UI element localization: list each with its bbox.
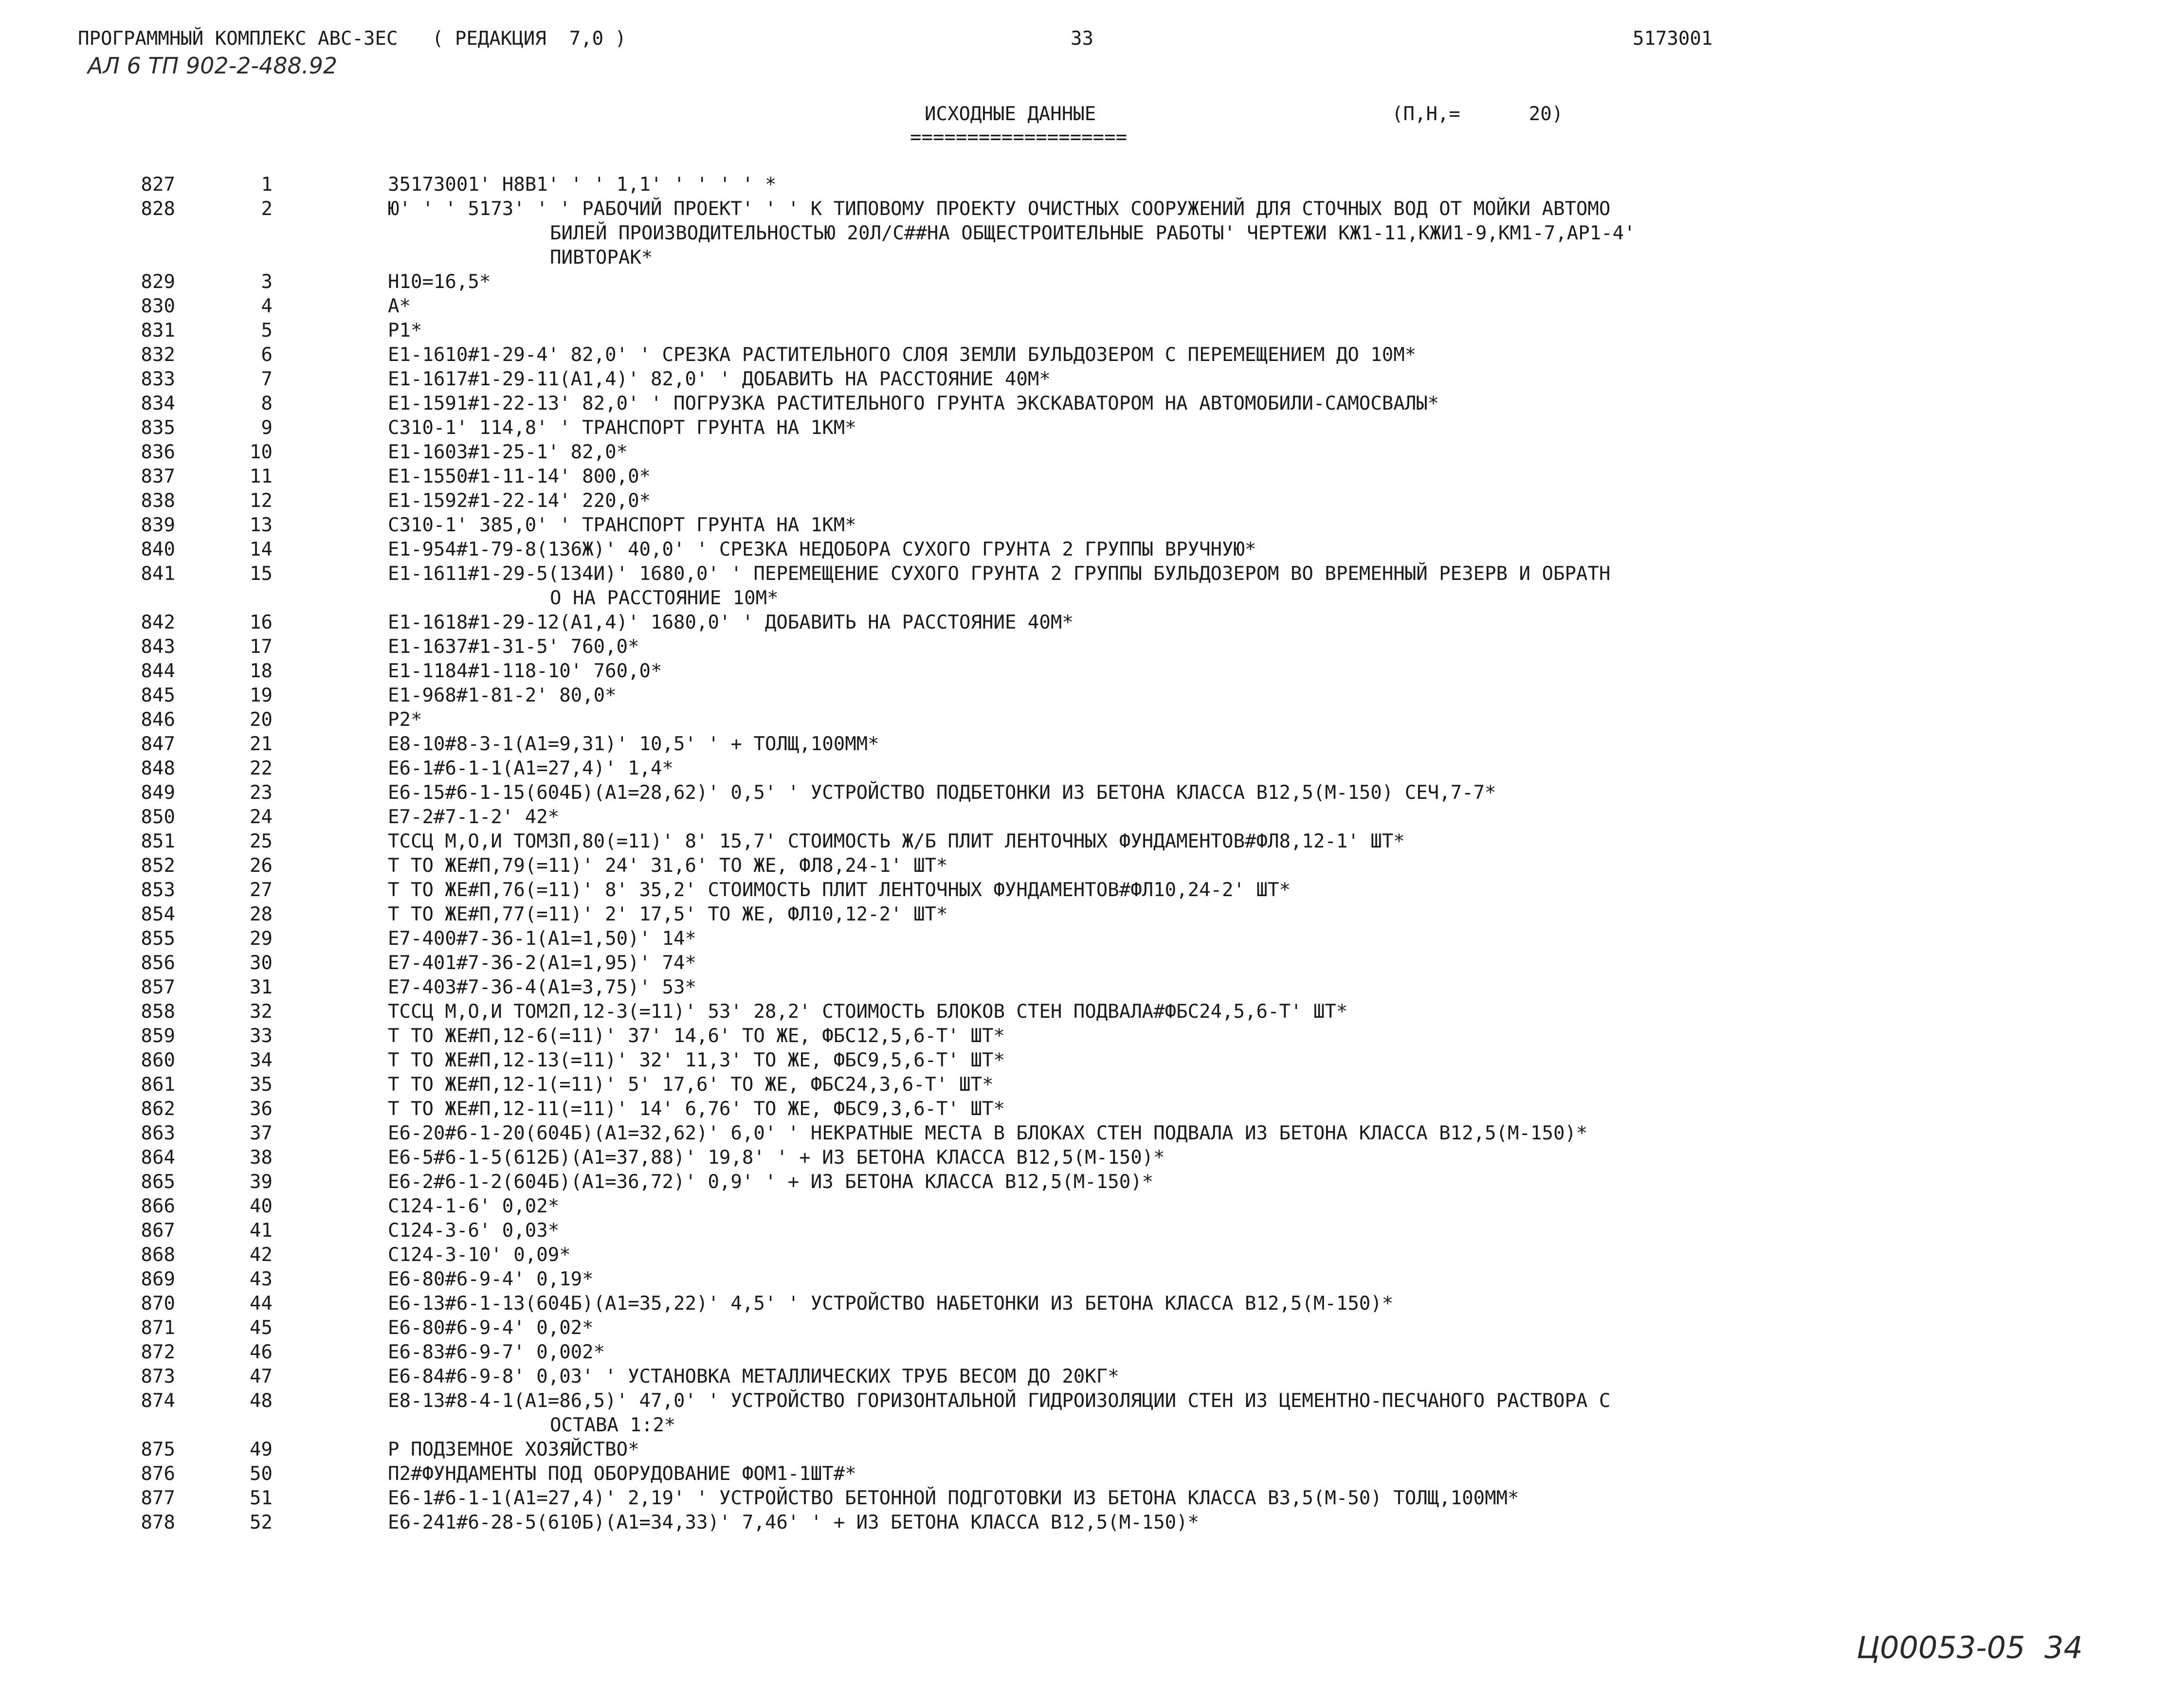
- row-text: Е1-1618#1-29-12(А1,4)' 1680,0' ' ДОБАВИТЬ НА РАССТОЯНИЕ 40М*: [388, 612, 1074, 633]
- row-text: Е6-241#6-28-5(610Б)(А1=34,33)' 7,46' ' + ИЗ БЕТОНА КЛАССА В12,5(М-150)*: [388, 1512, 1200, 1533]
- row-seq: 828: [141, 198, 175, 220]
- table-row: [0, 927, 2184, 951]
- row-num: 27: [250, 879, 273, 901]
- page-number: 33: [1071, 28, 1093, 50]
- row-text: Е6-1#6-1-1(А1=27,4)' 1,4*: [388, 757, 673, 779]
- table-row: [0, 1511, 2184, 1535]
- table-row: [0, 1316, 2184, 1340]
- table-row: [0, 1438, 2184, 1462]
- row-num: 30: [250, 952, 273, 974]
- row-num: 48: [250, 1390, 273, 1412]
- row-text: Т ТО ЖЕ#П,76(=11)' 8' 35,2' СТОИМОСТЬ ПЛИТ ЛЕНТОЧНЫХ ФУНДАМЕНТОВ#ФЛ10,24-2' ШТ*: [388, 879, 1291, 901]
- row-text: Т ТО ЖЕ#П,12-11(=11)' 14' 6,76' ТО ЖЕ, ФБС9,3,6-Т' ШТ*: [388, 1098, 1005, 1120]
- row-text: С310-1' 385,0' ' ТРАНСПОРТ ГРУНТА НА 1КМ*: [388, 514, 856, 536]
- row-seq: 831: [141, 320, 175, 342]
- row-seq: 854: [141, 903, 175, 925]
- row-text: Е1-1592#1-22-14' 220,0*: [388, 490, 651, 512]
- row-num: 39: [250, 1171, 273, 1193]
- row-num: 26: [250, 855, 273, 877]
- row-num: 5: [261, 320, 273, 342]
- row-num: 45: [250, 1317, 273, 1339]
- handwritten-reference: АЛ 6 ТП 902-2-488.92: [88, 53, 338, 79]
- row-seq: 847: [141, 733, 175, 755]
- row-seq: 844: [141, 660, 175, 682]
- row-text: Е6-84#6-9-8' 0,03' ' УСТАНОВКА МЕТАЛЛИЧЕСКИХ ТРУБ ВЕСОМ ДО 20КГ*: [388, 1366, 1119, 1388]
- row-text: ПИВТОРАК*: [550, 247, 653, 269]
- row-seq: 833: [141, 368, 175, 390]
- row-text: Е7-2#7-1-2' 42*: [388, 806, 560, 828]
- row-num: 1: [261, 174, 273, 196]
- row-text: С124-3-10' 0,09*: [388, 1244, 571, 1266]
- row-seq: 875: [141, 1439, 175, 1461]
- program-header: ПРОГРАММНЫЙ КОМПЛЕКС АВС-3ЕС ( РЕДАКЦИЯ 7,0 ): [78, 28, 627, 50]
- row-text: Ю' ' ' 5173' ' ' РАБОЧИЙ ПРОЕКТ' ' ' К ТИПОВОМУ ПРОЕКТУ ОЧИСТНЫХ СООРУЖЕНИЙ ДЛЯ СТОЧНЫХ ВОД ОТ МОЙКИ АВТОМО: [388, 198, 1611, 220]
- row-num: 29: [250, 928, 273, 950]
- table-row: [0, 1267, 2184, 1292]
- row-seq: 853: [141, 879, 175, 901]
- row-seq: 859: [141, 1025, 175, 1047]
- table-row: [0, 465, 2184, 489]
- row-text: Е1-1184#1-118-10' 760,0*: [388, 660, 662, 682]
- row-text: А*: [388, 295, 411, 317]
- row-seq: 869: [141, 1268, 175, 1290]
- section-title: ИСХОДНЫЕ ДАННЫЕ: [925, 103, 1096, 125]
- row-num: 13: [250, 514, 273, 536]
- row-text: Е7-403#7-36-4(А1=3,75)' 53*: [388, 976, 696, 998]
- table-row: [0, 902, 2184, 927]
- row-text: Е8-13#8-4-1(А1=86,5)' 47,0' ' УСТРОЙСТВО ГОРИЗОНТАЛЬНОЙ ГИДРОИЗОЛЯЦИИ СТЕН ИЗ ЦЕМЕНТНО-ПЕСЧАНОГО РАСТВОРА С: [388, 1390, 1611, 1412]
- row-seq: 858: [141, 1001, 175, 1023]
- document-code: 5173001: [1633, 28, 1713, 50]
- row-text: Н10=16,5*: [388, 271, 491, 293]
- row-seq: 850: [141, 806, 175, 828]
- table-row: [0, 367, 2184, 392]
- row-text: ТССЦ М,О,И ТОМ3П,80(=11)' 8' 15,7' СТОИМОСТЬ Ж/Б ПЛИТ ЛЕНТОЧНЫХ ФУНДАМЕНТОВ#ФЛ8,12-1' ШТ*: [388, 830, 1405, 852]
- table-row: [0, 757, 2184, 781]
- row-seq: 832: [141, 344, 175, 366]
- table-row: [0, 1194, 2184, 1219]
- table-row: [0, 489, 2184, 513]
- row-num: 2: [261, 198, 273, 220]
- row-num: 18: [250, 660, 273, 682]
- row-num: 12: [250, 490, 273, 512]
- table-row: [0, 1048, 2184, 1073]
- row-num: 31: [250, 976, 273, 998]
- table-row: [0, 562, 2184, 586]
- row-text: БИЛЕЙ ПРОИЗВОДИТЕЛЬНОСТЬЮ 20Л/С##НА ОБЩЕСТРОИТЕЛЬНЫЕ РАБОТЫ' ЧЕРТЕЖИ КЖ1-11,КЖИ1-9,КМ1-7,АР1-4': [550, 222, 1636, 244]
- row-text: 35173001' Н8В1' ' ' 1,1' ' ' ' ' *: [388, 174, 777, 196]
- table-row: [0, 197, 2184, 221]
- row-num: 8: [261, 393, 273, 415]
- row-text: Е1-1550#1-11-14' 800,0*: [388, 466, 651, 487]
- row-seq: 829: [141, 271, 175, 293]
- table-row: [0, 1462, 2184, 1486]
- row-num: 41: [250, 1220, 273, 1242]
- row-text: Е6-1#6-1-1(А1=27,4)' 2,19' ' УСТРОЙСТВО БЕТОННОЙ ПОДГОТОВКИ ИЗ БЕТОНА КЛАССА В3,5(М-50) ТОЛЩ,100ММ*: [388, 1487, 1519, 1509]
- table-row: [0, 1000, 2184, 1024]
- row-seq: 839: [141, 514, 175, 536]
- row-text: П2#ФУНДАМЕНТЫ ПОД ОБОРУДОВАНИЕ ФОМ1-1ШТ#*: [388, 1463, 856, 1485]
- row-num: 32: [250, 1001, 273, 1023]
- row-seq: 849: [141, 782, 175, 804]
- row-seq: 843: [141, 636, 175, 658]
- row-num: 50: [250, 1463, 273, 1485]
- row-seq: 868: [141, 1244, 175, 1266]
- table-row: [0, 708, 2184, 732]
- row-text: Е8-10#8-3-1(А1=9,31)' 10,5' ' + ТОЛЩ,100ММ*: [388, 733, 879, 755]
- row-seq: 837: [141, 466, 175, 487]
- row-text: Е1-1603#1-25-1' 82,0*: [388, 441, 628, 463]
- row-seq: 830: [141, 295, 175, 317]
- row-seq: 855: [141, 928, 175, 950]
- row-seq: 871: [141, 1317, 175, 1339]
- row-seq: 834: [141, 393, 175, 415]
- table-row: [0, 1146, 2184, 1170]
- row-num: 21: [250, 733, 273, 755]
- row-num: 19: [250, 685, 273, 706]
- row-num: 52: [250, 1512, 273, 1533]
- table-row: [0, 1365, 2184, 1389]
- row-text: Е1-1637#1-31-5' 760,0*: [388, 636, 639, 658]
- table-row-continuation: [0, 1413, 2184, 1438]
- row-text: Е1-1591#1-22-13' 82,0' ' ПОГРУЗКА РАСТИТЕЛЬНОГО ГРУНТА ЭКСКАВАТОРОМ НА АВТОМОБИЛИ-САМОСВАЛЫ*: [388, 393, 1439, 415]
- table-row: [0, 951, 2184, 975]
- row-text: Е6-80#6-9-4' 0,02*: [388, 1317, 594, 1339]
- row-seq: 865: [141, 1171, 175, 1193]
- row-num: 43: [250, 1268, 273, 1290]
- row-num: 3: [261, 271, 273, 293]
- row-num: 22: [250, 757, 273, 779]
- row-text: С124-3-6' 0,03*: [388, 1220, 560, 1242]
- row-num: 16: [250, 612, 273, 633]
- row-seq: 877: [141, 1487, 175, 1509]
- table-row: [0, 294, 2184, 319]
- row-num: 4: [261, 295, 273, 317]
- row-text: Е7-400#7-36-1(А1=1,50)' 14*: [388, 928, 696, 950]
- row-text: Т ТО ЖЕ#П,77(=11)' 2' 17,5' ТО ЖЕ, ФЛ10,12-2' ШТ*: [388, 903, 948, 925]
- row-num: 36: [250, 1098, 273, 1120]
- row-text: С310-1' 114,8' ' ТРАНСПОРТ ГРУНТА НА 1КМ*: [388, 417, 856, 439]
- row-seq: 851: [141, 830, 175, 852]
- row-seq: 874: [141, 1390, 175, 1412]
- row-num: 24: [250, 806, 273, 828]
- table-row: [0, 659, 2184, 684]
- row-text: Р1*: [388, 320, 422, 342]
- row-seq: 866: [141, 1195, 175, 1217]
- table-row: [0, 440, 2184, 465]
- table-row-continuation: [0, 221, 2184, 246]
- row-num: 44: [250, 1293, 273, 1315]
- row-num: 15: [250, 563, 273, 585]
- row-seq: 845: [141, 685, 175, 706]
- row-num: 7: [261, 368, 273, 390]
- row-seq: 841: [141, 563, 175, 585]
- row-seq: 873: [141, 1366, 175, 1388]
- table-row: [0, 513, 2184, 538]
- section-params: (П,Н,= 20): [1392, 103, 1564, 125]
- row-text: ОСТАВА 1:2*: [550, 1414, 676, 1436]
- row-text: Е6-15#6-1-15(604Б)(А1=28,62)' 0,5' ' УСТРОЙСТВО ПОДБЕТОНКИ ИЗ БЕТОНА КЛАССА В12,5(М-150) СЕЧ,7-7*: [388, 782, 1496, 804]
- row-seq: 846: [141, 709, 175, 731]
- table-row: [0, 1170, 2184, 1194]
- row-text: Е6-20#6-1-20(604Б)(А1=32,62)' 6,0' ' НЕКРАТНЫЕ МЕСТА В БЛОКАХ СТЕН ПОДВАЛА ИЗ БЕТОНА КЛАССА В12,5(М-150)*: [388, 1122, 1588, 1144]
- row-num: 10: [250, 441, 273, 463]
- row-num: 17: [250, 636, 273, 658]
- table-row: [0, 416, 2184, 440]
- table-row: [0, 1073, 2184, 1097]
- row-seq: 857: [141, 976, 175, 998]
- row-text: Е6-83#6-9-7' 0,002*: [388, 1341, 605, 1363]
- row-num: 33: [250, 1025, 273, 1047]
- table-row: [0, 781, 2184, 805]
- table-row: [0, 975, 2184, 1000]
- table-row: [0, 1243, 2184, 1267]
- table-row: [0, 538, 2184, 562]
- row-text: Е6-80#6-9-4' 0,19*: [388, 1268, 594, 1290]
- handwritten-stamp: Ц00053-05 34: [1856, 1630, 2083, 1665]
- row-num: 20: [250, 709, 273, 731]
- table-row: [0, 319, 2184, 343]
- row-text: Е6-13#6-1-13(604Б)(А1=35,22)' 4,5' ' УСТРОЙСТВО НАБЕТОНКИ ИЗ БЕТОНА КЛАССА В12,5(М-150)*: [388, 1293, 1394, 1315]
- table-row: [0, 343, 2184, 367]
- table-row: [0, 878, 2184, 902]
- row-num: 34: [250, 1049, 273, 1071]
- row-seq: 827: [141, 174, 175, 196]
- table-row: [0, 854, 2184, 878]
- table-row: [0, 829, 2184, 854]
- table-row: [0, 1121, 2184, 1146]
- row-text: Т ТО ЖЕ#П,12-1(=11)' 5' 17,6' ТО ЖЕ, ФБС24,3,6-Т' ШТ*: [388, 1074, 994, 1096]
- table-row: [0, 635, 2184, 659]
- row-num: 47: [250, 1366, 273, 1388]
- row-num: 46: [250, 1341, 273, 1363]
- row-num: 9: [261, 417, 273, 439]
- row-seq: 856: [141, 952, 175, 974]
- table-row: [0, 392, 2184, 416]
- table-row: [0, 173, 2184, 197]
- row-text: Р ПОДЗЕМНОЕ ХОЗЯЙСТВО*: [388, 1439, 639, 1461]
- table-row: [0, 1340, 2184, 1365]
- row-text: Е1-954#1-79-8(136Ж)' 40,0' ' СРЕЗКА НЕДОБОРА СУХОГО ГРУНТА 2 ГРУППЫ ВРУЧНУЮ*: [388, 539, 1256, 560]
- row-num: 42: [250, 1244, 273, 1266]
- row-text: С124-1-6' 0,02*: [388, 1195, 560, 1217]
- table-row: [0, 805, 2184, 829]
- row-seq: 848: [141, 757, 175, 779]
- row-seq: 872: [141, 1341, 175, 1363]
- row-num: 40: [250, 1195, 273, 1217]
- row-seq: 860: [141, 1049, 175, 1071]
- row-num: 14: [250, 539, 273, 560]
- table-row: [0, 684, 2184, 708]
- row-text: Е1-968#1-81-2' 80,0*: [388, 685, 617, 706]
- row-text: О НА РАССТОЯНИЕ 10М*: [550, 587, 779, 609]
- row-seq: 867: [141, 1220, 175, 1242]
- row-text: Е7-401#7-36-2(А1=1,95)' 74*: [388, 952, 696, 974]
- row-text: Е1-1610#1-29-4' 82,0' ' СРЕЗКА РАСТИТЕЛЬНОГО СЛОЯ ЗЕМЛИ БУЛЬДОЗЕРОМ С ПЕРЕМЕЩЕНИЕМ ДО 10М*: [388, 344, 1417, 366]
- row-seq: 876: [141, 1463, 175, 1485]
- row-seq: 864: [141, 1147, 175, 1169]
- row-num: 35: [250, 1074, 273, 1096]
- table-row-continuation: [0, 246, 2184, 270]
- row-seq: 838: [141, 490, 175, 512]
- table-row: [0, 1389, 2184, 1413]
- row-num: 49: [250, 1439, 273, 1461]
- row-text: Е6-5#6-1-5(612Б)(А1=37,88)' 19,8' ' + ИЗ БЕТОНА КЛАССА В12,5(М-150)*: [388, 1147, 1165, 1169]
- row-num: 11: [250, 466, 273, 487]
- row-seq: 870: [141, 1293, 175, 1315]
- row-num: 37: [250, 1122, 273, 1144]
- row-num: 23: [250, 782, 273, 804]
- row-num: 25: [250, 830, 273, 852]
- row-seq: 878: [141, 1512, 175, 1533]
- table-row: [0, 611, 2184, 635]
- row-text: Е6-2#6-1-2(604Б)(А1=36,72)' 0,9' ' + ИЗ БЕТОНА КЛАССА В12,5(М-150)*: [388, 1171, 1154, 1193]
- row-text: ТССЦ М,О,И ТОМ2П,12-3(=11)' 53' 28,2' СТОИМОСТЬ БЛОКОВ СТЕН ПОДВАЛА#ФБС24,5,6-Т' ШТ*: [388, 1001, 1348, 1023]
- data-listing: [0, 173, 2184, 1535]
- section-underline: ===================: [910, 126, 1128, 148]
- table-row: [0, 732, 2184, 757]
- row-text: Е1-1611#1-29-5(134И)' 1680,0' ' ПЕРЕМЕЩЕНИЕ СУХОГО ГРУНТА 2 ГРУППЫ БУЛЬДОЗЕРОМ ВО ВРЕМЕННЫЙ РЕЗЕРВ И ОБРАТН: [388, 563, 1611, 585]
- row-seq: 836: [141, 441, 175, 463]
- row-seq: 835: [141, 417, 175, 439]
- table-row: [0, 270, 2184, 294]
- row-seq: 861: [141, 1074, 175, 1096]
- table-row-continuation: [0, 586, 2184, 611]
- row-seq: 863: [141, 1122, 175, 1144]
- table-row: [0, 1219, 2184, 1243]
- table-row: [0, 1292, 2184, 1316]
- row-text: Е1-1617#1-29-11(А1,4)' 82,0' ' ДОБАВИТЬ НА РАССТОЯНИЕ 40М*: [388, 368, 1051, 390]
- table-row: [0, 1024, 2184, 1048]
- row-text: Т ТО ЖЕ#П,12-13(=11)' 32' 11,3' ТО ЖЕ, ФБС9,5,6-Т' ШТ*: [388, 1049, 1005, 1071]
- row-seq: 840: [141, 539, 175, 560]
- row-text: Т ТО ЖЕ#П,12-6(=11)' 37' 14,6' ТО ЖЕ, ФБС12,5,6-Т' ШТ*: [388, 1025, 1005, 1047]
- row-num: 28: [250, 903, 273, 925]
- row-num: 6: [261, 344, 273, 366]
- row-seq: 852: [141, 855, 175, 877]
- row-seq: 862: [141, 1098, 175, 1120]
- row-seq: 842: [141, 612, 175, 633]
- table-row: [0, 1486, 2184, 1511]
- table-row: [0, 1097, 2184, 1121]
- row-text: Т ТО ЖЕ#П,79(=11)' 24' 31,6' ТО ЖЕ, ФЛ8,24-1' ШТ*: [388, 855, 948, 877]
- row-num: 38: [250, 1147, 273, 1169]
- row-num: 51: [250, 1487, 273, 1509]
- row-text: Р2*: [388, 709, 422, 731]
